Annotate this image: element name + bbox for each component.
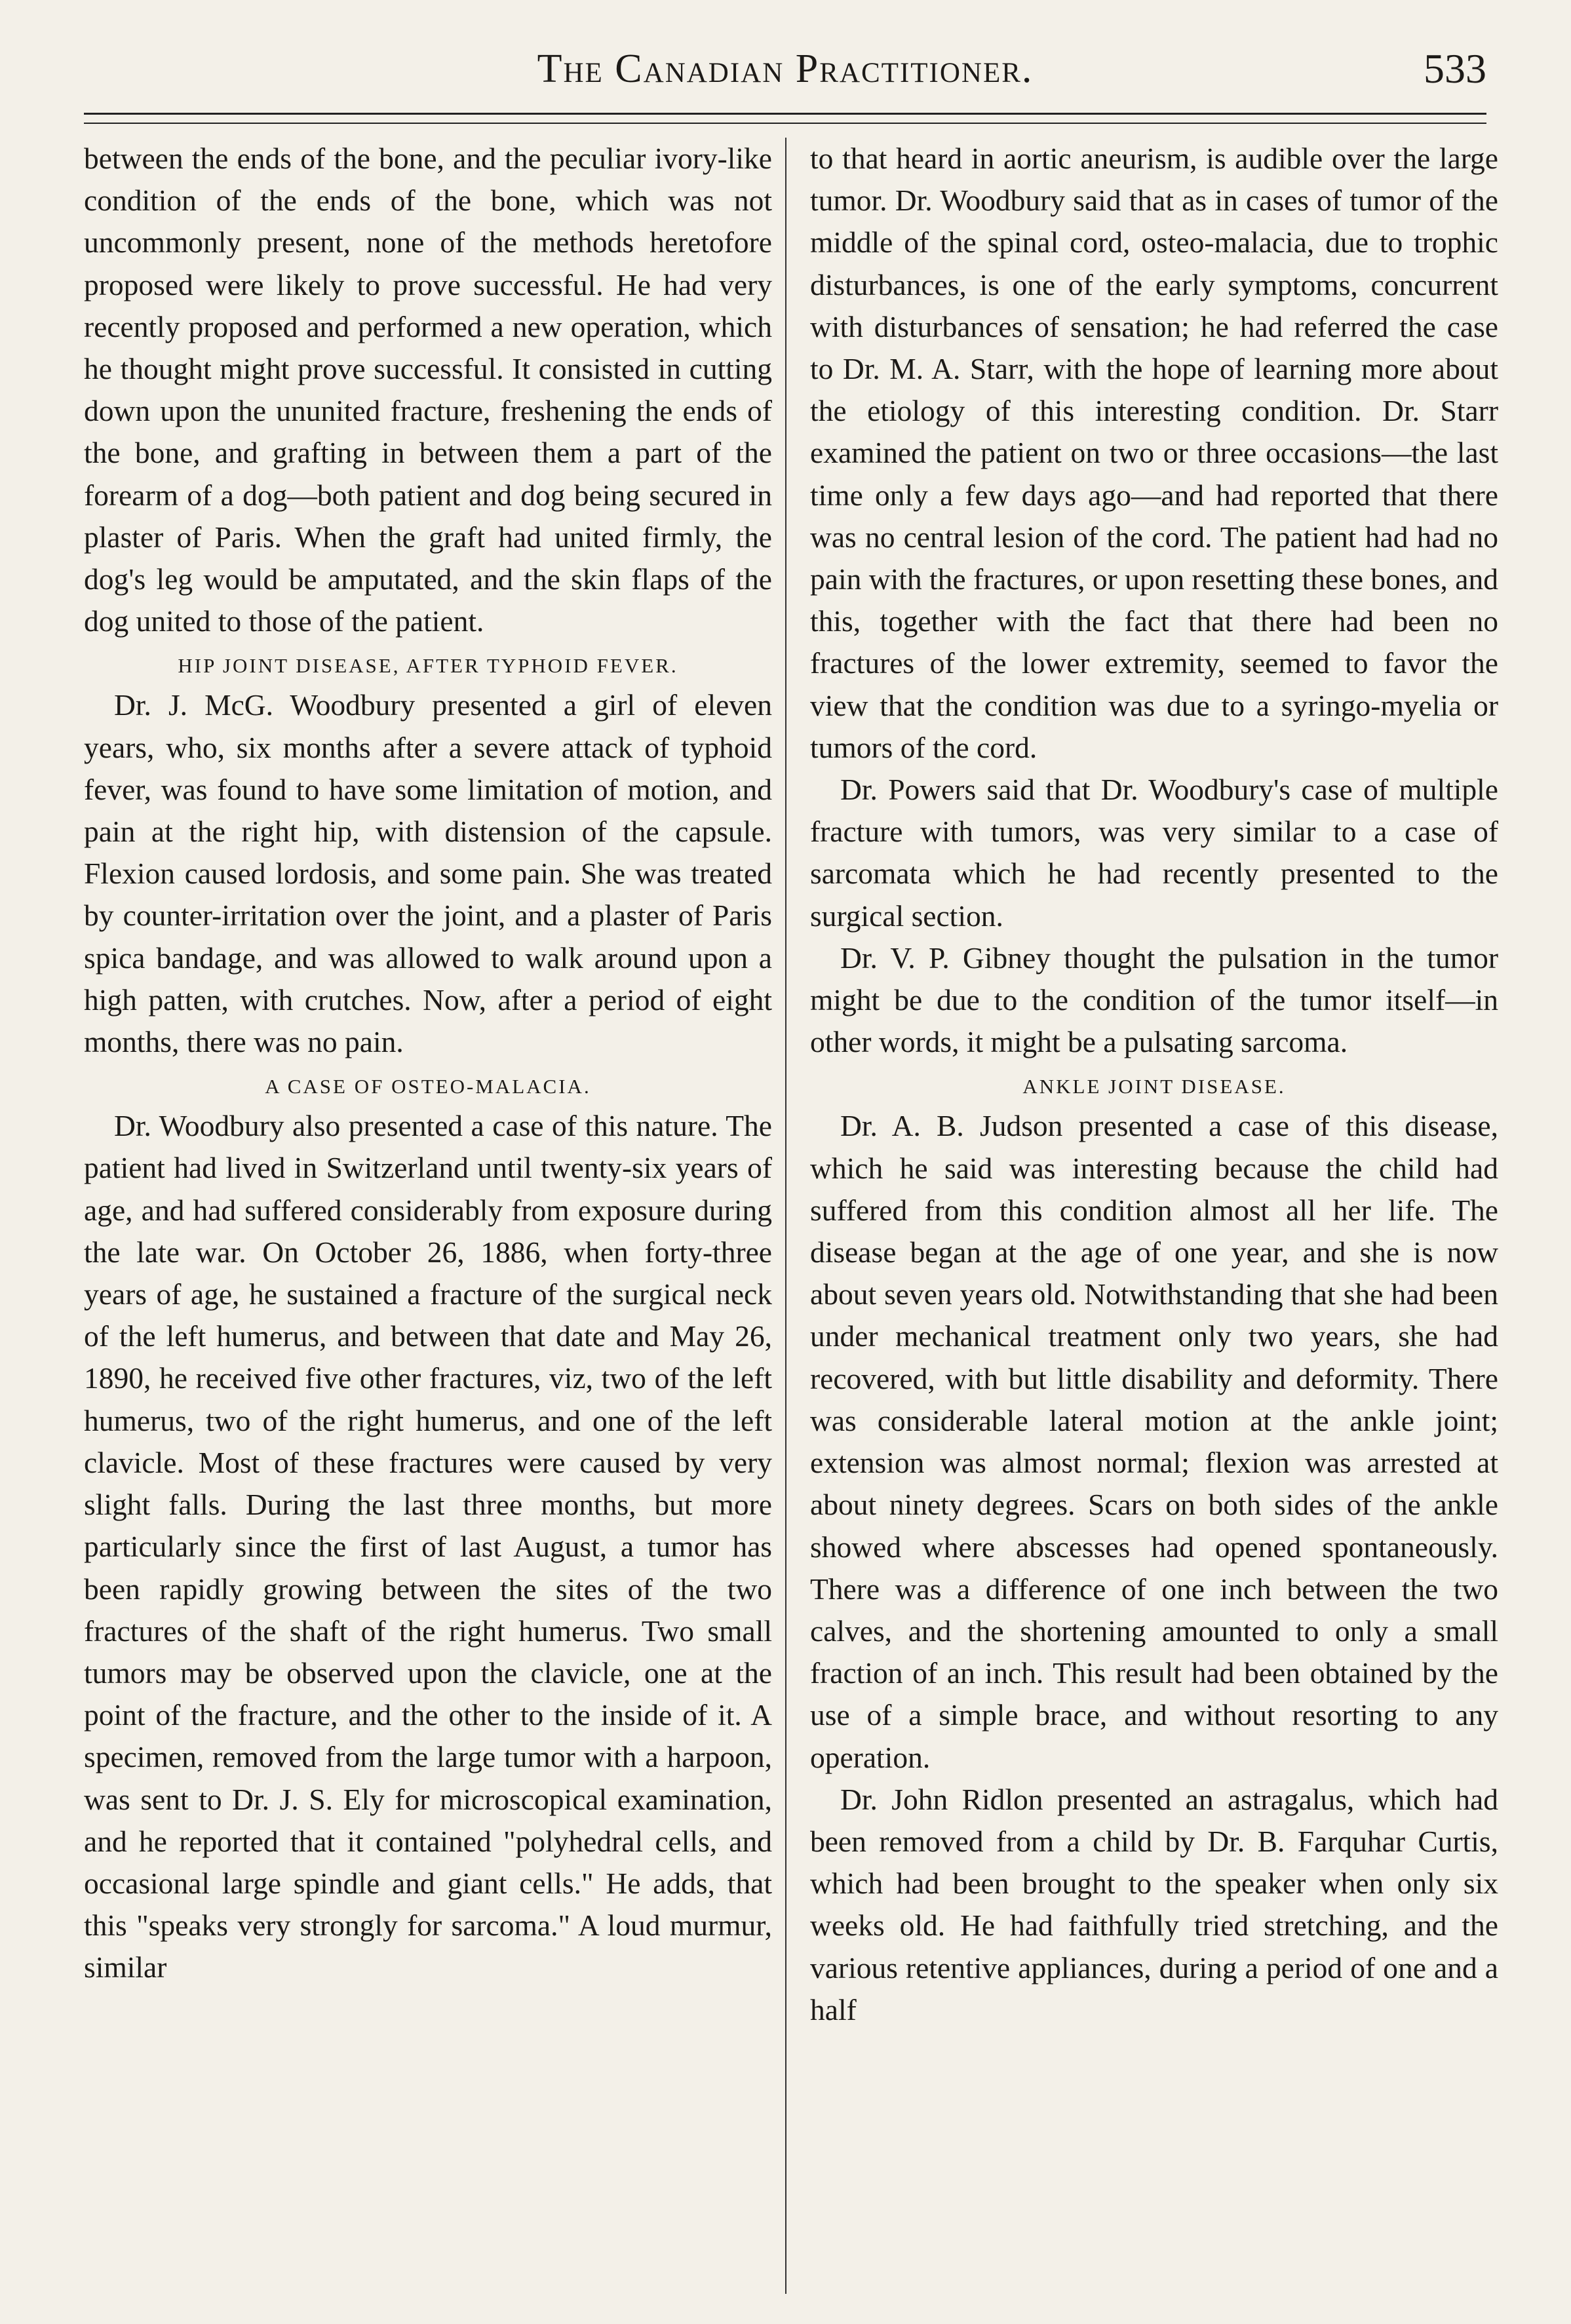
running-title: The Canadian Practitioner. <box>537 47 1034 91</box>
paragraph: Dr. A. B. Judson presented a case of this disease, which he said was interesting because the child had suffered from this condition almost all her life. The disease began at the age of one year, and she is now about seven years old. Notwithstanding that she had been under mechanical treatment only two years, she had recovered, with but little disability and deformity. There was considerable lateral motion at the ankle joint; extension was almost normal; flexion was arrested at about ninety degrees. Scars on both sides of the ankle showed where abscesses had opened spontaneously. There was a difference of one inch between the two calves, and the shortening amounted to only a small fraction of an inch. This result had been obtained by the use of a simple brace, and without resorting to any operation. <box>810 1109 1498 1774</box>
section-heading: ANKLE JOINT DISEASE. <box>1022 1075 1286 1098</box>
page-header <box>84 41 1486 113</box>
paragraph: Dr. V. P. Gibney thought the pulsation in the tumor might be due to the condition of the tumor itself—in other words, it might be a pulsating sarcoma. <box>810 940 1498 1059</box>
paragraph: Dr. John Ridlon presented an astragalus, which had been removed from a child by Dr. B. Farquhar Curtis, which had been brought to the speaker when only six weeks old. He had faithfully tried stretching, and the various retentive appliances, during a period of one and a half <box>810 1782 1498 2026</box>
paragraph: to that heard in aortic aneurism, is audible over the large tumor. Dr. Woodbury said that as in cases of tumor of the middle of the spinal cord, osteo-malacia, due to trophic disturbances, is one of the early symptoms, concurrent with disturbances of sensation; he had referred the case to Dr. M. A. Starr, with the hope of learning more about the etiology of this interesting condition. Dr. Starr examined the patient on two or three occasions—the last time only a few days ago—and had reported that there was no central lesion of the cord. The patient had had no pain with the fractures, or upon resetting these bones, and this, together with the fact that there had been no fractures of the lower extremity, seemed to favor the view that the condition was due to a syringo-myelia or tumors of the cord. <box>810 142 1498 764</box>
left-column <box>84 138 772 1989</box>
paragraph: Dr. Woodbury also presented a case of this nature. The patient had lived in Switzerland until twenty-six years of age, and had suffered considerably from exposure during the late war. On October 26, 1886, when forty-three years of age, he sustained a fracture of the surgical neck of the left humerus, and between that date and May 26, 1890, he received five other fractures, viz, two of the left humerus, two of the right humerus, and one of the left clavicle. Most of these fractures were caused by very slight falls. During the last three months, but more particularly since the first of last August, a tumor has been rapidly growing between the sites of the two fractures of the shaft of the right humerus. Two small tumors may be observed upon the clavicle, one at the point of the fracture, and the other to the inside of it. A specimen, removed from the large tumor with a harpoon, was sent to Dr. J. S. Ely for microscopical examination, and he reported that it contained "polyhedral cells, and occasional large spindle and giant cells." He adds, that this "speaks very strongly for sarcoma." A loud murmur, similar <box>84 1109 772 1985</box>
column-divider <box>785 138 786 2294</box>
right-column <box>810 138 1498 2031</box>
paragraph: Dr. Powers said that Dr. Woodbury's case of multiple fracture with tumors, was very similar to a case of sarcomata which he had recently presented to the surgical section. <box>810 773 1498 933</box>
header-rule <box>84 113 1486 124</box>
paragraph: Dr. J. McG. Woodbury presented a girl of eleven years, who, six months after a severe attack of typhoid fever, was found to have some limitation of motion, and pain at the right hip, with distension of the capsule. Flexion caused lordosis, and some pain. She was treated by counter-irritation over the joint, and a plaster of Paris spica bandage, and was allowed to walk around upon a high patten, with crutches. Now, after a period of eight months, there was no pain. <box>84 688 772 1059</box>
section-heading: A CASE OF OSTEO-MALACIA. <box>265 1075 591 1098</box>
page-number: 533 <box>1424 45 1486 92</box>
section-heading: HIP JOINT DISEASE, AFTER TYPHOID FEVER. <box>178 654 678 678</box>
paragraph: between the ends of the bone, and the peculiar ivory-like condition of the ends of the bone, which was not uncommonly present, none of the methods heretofore proposed were likely to prove successful. He had very recently proposed and performed a new operation, which he thought might prove successful. It consisted in cutting down upon the ununited fracture, freshening the ends of the bone, and grafting in between them a part of the forearm of a dog—both patient and dog being secured in plaster of Paris. When the graft had united firmly, the dog's leg would be amputated, and the skin flaps of the dog united to those of the patient. <box>84 142 772 638</box>
